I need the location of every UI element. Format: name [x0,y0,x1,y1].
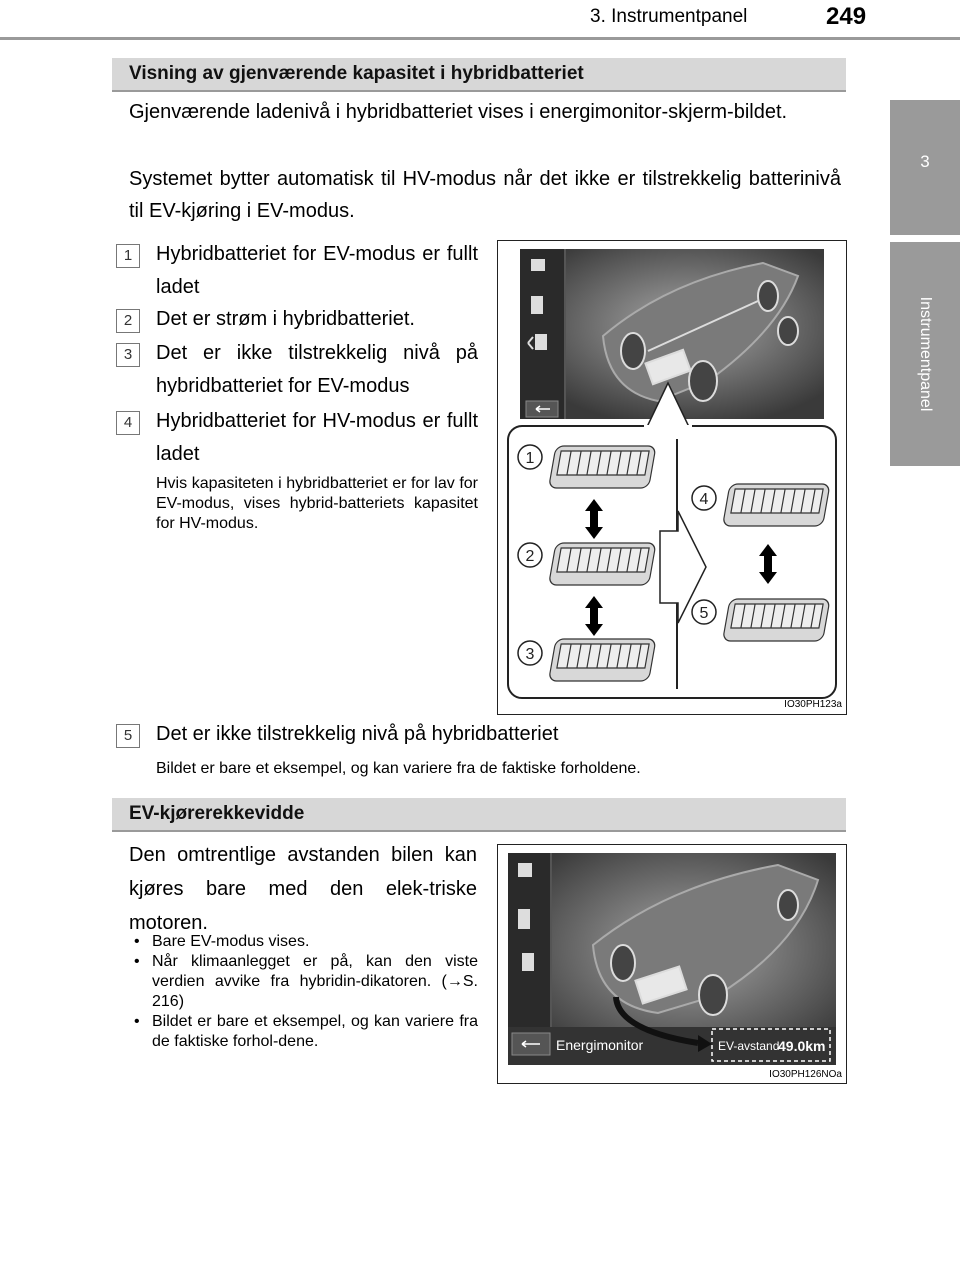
item-number-3: 3 [116,343,140,367]
item-text-2: Det er strøm i hybridbatteriet. [156,308,415,330]
item-5-note: Bildet er bare et eksempel, og kan variere fra de faktiske forholdene. [156,760,641,777]
section-heading-text: EV-kjørerekkevidde [129,803,305,824]
item-4-note: Hvis kapasiteten i hybridbatteriet er for lav for EV-modus, vises hybrid-batteriets kapasitet for HV-modus. [156,475,478,532]
callout-label-5: 5 [699,605,709,622]
range-value: 49.0km [778,1038,826,1054]
paragraph-auto-switch: Systemet bytter automatisk til HV-modus når det ikke er tilstrekkelig batterinivå til EV-kjøring i EV-modus. [129,168,841,222]
item-text-4: Hybridbatteriet for HV-modus er fullt ladet [156,410,478,465]
section-heading-ev-range [112,798,846,832]
battery-capacity-figure [497,240,847,715]
item-text-3: Det er ikke tilstrekkelig nivå på hybridbatteriet for EV-modus [156,342,478,397]
callout-label-2: 2 [525,548,535,565]
chapter-label: Instrumentpanel [917,296,934,412]
page-number: 249 [826,3,867,30]
screen-title: Energimonitor [556,1037,644,1053]
header-divider [0,37,960,40]
item-text-1: Hybridbatteriet for EV-modus er fullt ladet [156,243,478,298]
bullet-item: • Når klimaanlegget er på, kan den viste verdien avvike fra hybridin-dikatoren. (→S. 216) [130,952,478,1012]
section-heading-text: Visning av gjenværende kapasitet i hybridbatteriet [129,63,584,84]
battery-figure-illustration [498,241,846,714]
item-number-1: 1 [116,244,140,268]
item-number-4: 4 [116,411,140,435]
item-text-5: Det er ikke tilstrekkelig nivå på hybridbatteriet [156,723,559,745]
item-number-5: 5 [116,724,140,748]
figure-code-2: IO30PH126NOa [769,1069,842,1080]
bullet-item: • Bildet er bare et eksempel, og kan variere fra de faktiske forhol-dene. [130,1012,478,1052]
chapter-number: 3 [920,152,930,171]
item-number-2: 2 [116,309,140,333]
chapter-tab-number [890,100,960,235]
section-heading-battery-capacity [112,58,846,92]
paragraph-intro: Gjenværende ladenivå i hybridbatteriet vises i energimonitor-skjerm-bildet. [129,101,788,123]
ev-range-screen-illustration [498,845,846,1083]
range-label: EV-avstand [718,1039,780,1053]
callout-label-1: 1 [525,450,535,467]
callout-label-3: 3 [525,646,535,663]
bullet-item: • Bare EV-modus vises. [130,932,478,952]
bullet-list [130,932,478,1052]
callout-label-4: 4 [699,491,709,508]
running-header-title: 3. Instrumentpanel [590,6,748,27]
figure-code-1: IO30PH123a [784,699,842,710]
ev-range-figure [497,844,847,1084]
chapter-tab-label [890,242,960,466]
paragraph-ev-range: Den omtrentlige avstanden bilen kan kjøres bare med den elek-triske motoren. [129,844,477,934]
